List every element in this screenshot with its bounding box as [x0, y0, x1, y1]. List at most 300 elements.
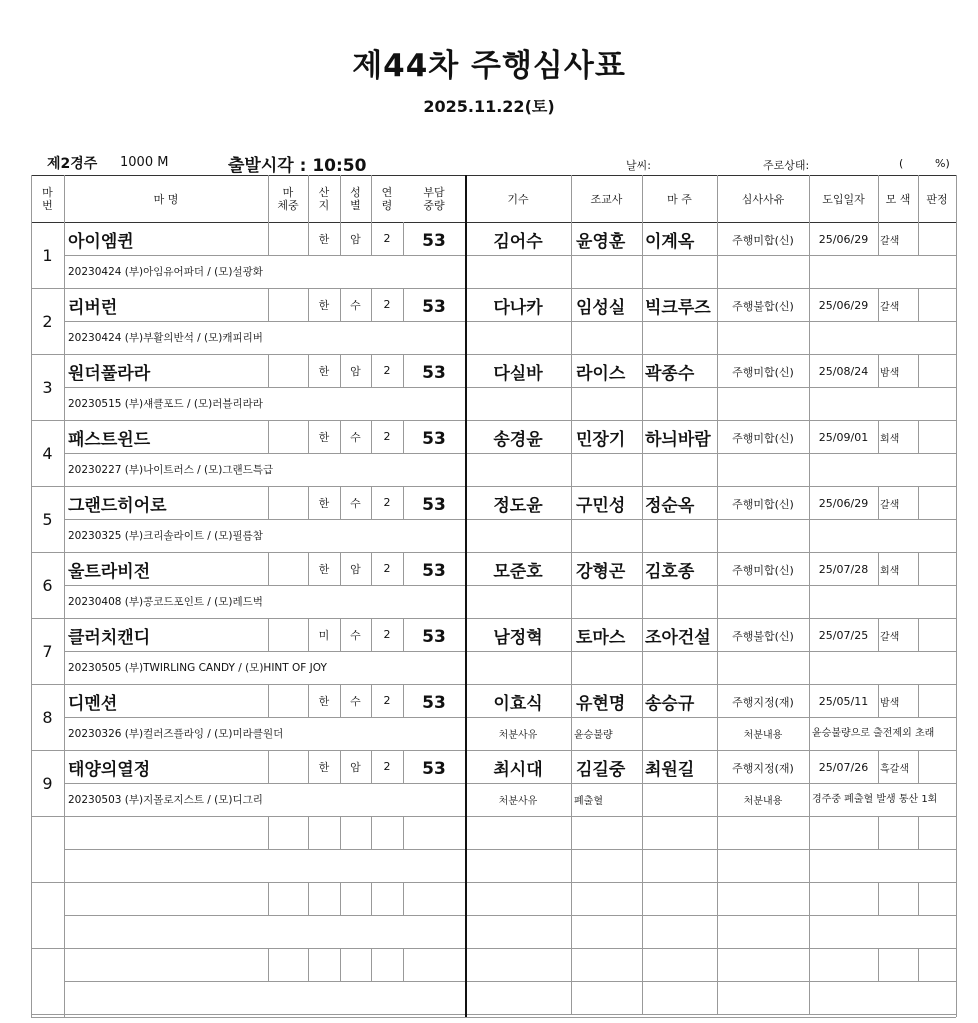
- table-rule: [717, 651, 718, 684]
- table-rule: [809, 387, 810, 420]
- owner-name: 하늬바람: [645, 430, 711, 450]
- table-rule: [809, 915, 810, 948]
- table-rule: [809, 618, 810, 651]
- burden-weight: 53: [422, 626, 446, 647]
- horse-age: 2: [383, 298, 391, 311]
- table-rule: [31, 750, 956, 751]
- table-rule: [642, 387, 643, 420]
- table-rule: [268, 552, 269, 585]
- horse-number: 9: [42, 773, 53, 793]
- table-rule: [642, 354, 643, 387]
- table-rule: [642, 684, 643, 717]
- table-rule: [340, 420, 341, 453]
- table-rule: [64, 255, 956, 256]
- table-rule: [809, 750, 810, 783]
- table-rule: [268, 882, 269, 915]
- table-rule: [31, 222, 956, 223]
- table-rule: [809, 222, 810, 255]
- table-rule: [268, 354, 269, 387]
- table-rule: [403, 882, 404, 915]
- table-rule: [308, 948, 309, 981]
- burden-weight: 53: [422, 758, 446, 779]
- header-burden-weight: 부담 중량: [423, 186, 445, 212]
- owner-name: 김호종: [645, 562, 695, 582]
- table-rule: [717, 783, 718, 816]
- table-rule: [571, 915, 572, 948]
- owner-name: 송승규: [645, 694, 695, 714]
- table-rule: [717, 849, 718, 882]
- trainer-name: 유현명: [576, 694, 626, 714]
- table-rule: [809, 552, 810, 585]
- horse-name: 패스트윈드: [68, 430, 151, 450]
- table-rule: [308, 552, 309, 585]
- table-rule: [64, 321, 956, 322]
- horse-sex: 수: [350, 694, 361, 708]
- coat-color: 흑갈색: [880, 764, 909, 775]
- horse-sex: 암: [350, 364, 361, 378]
- table-rule: [371, 882, 372, 915]
- table-rule: [809, 882, 810, 915]
- table-rule: [642, 288, 643, 321]
- table-rule: [268, 684, 269, 717]
- race-number: 제2경주: [47, 156, 98, 172]
- table-rule: [308, 981, 403, 982]
- table-rule: [717, 585, 718, 618]
- trainer-name: 민장기: [576, 430, 626, 450]
- table-rule: [717, 453, 718, 486]
- table-rule: [308, 387, 403, 388]
- review-reason: 주행미합(신): [732, 431, 794, 445]
- table-rule: [64, 717, 956, 718]
- table-rule: [268, 750, 269, 783]
- import-date: 25/09/01: [818, 431, 869, 444]
- coat-color: 밤색: [880, 698, 900, 709]
- table-rule: [340, 618, 341, 651]
- table-rule: [571, 486, 572, 519]
- review-reason: 주행불합(신): [732, 629, 794, 643]
- table-rule: [371, 354, 372, 387]
- review-reason: 주행미합(신): [732, 563, 794, 577]
- table-rule: [31, 354, 956, 355]
- horse-name: 리버런: [68, 298, 118, 318]
- table-rule: [642, 321, 643, 354]
- table-rule: [268, 288, 269, 321]
- table-rule: [717, 175, 718, 222]
- table-rule: [642, 585, 643, 618]
- table-rule: [31, 948, 956, 949]
- table-rule: [31, 288, 956, 289]
- coat-color: 갈색: [880, 236, 900, 247]
- table-rule: [268, 486, 269, 519]
- table-rule: [403, 750, 404, 783]
- table-rule: [571, 552, 572, 585]
- table-rule: [308, 915, 403, 916]
- header-import-date: 도입일자: [822, 192, 865, 206]
- table-rule: [403, 618, 404, 651]
- review-reason: 주행미합(신): [732, 365, 794, 379]
- horse-name: 디멘션: [68, 694, 118, 714]
- action-label: 처분내용: [743, 730, 783, 741]
- table-rule: [878, 175, 879, 222]
- table-rule: [268, 420, 269, 453]
- table-rule: [809, 585, 810, 618]
- table-rule: [403, 816, 404, 849]
- horse-age: 2: [383, 232, 391, 245]
- table-rule: [340, 684, 341, 717]
- table-rule: [642, 948, 643, 981]
- table-rule: [642, 552, 643, 585]
- table-rule: [918, 684, 919, 717]
- import-date: 25/08/24: [818, 365, 869, 378]
- table-rule: [918, 222, 919, 255]
- table-rule: [31, 684, 956, 685]
- owner-name: 이계옥: [645, 232, 695, 252]
- import-date: 25/07/25: [818, 629, 869, 642]
- table-rule: [371, 948, 372, 981]
- coat-color: 밤색: [880, 368, 900, 379]
- table-rule: [878, 288, 879, 321]
- burden-weight: 53: [422, 494, 446, 515]
- table-rule: [571, 255, 572, 288]
- horse-sex: 암: [350, 760, 361, 774]
- table-rule: [31, 1014, 956, 1015]
- header-horse-name: 마 명: [153, 192, 179, 206]
- table-rule: [308, 175, 309, 222]
- owner-name: 최원길: [645, 760, 695, 780]
- table-rule: [571, 948, 572, 981]
- table-rule: [642, 651, 643, 684]
- table-rule: [717, 618, 718, 651]
- table-rule: [642, 420, 643, 453]
- table-rule: [340, 175, 341, 222]
- table-rule: [308, 519, 403, 520]
- import-date: 25/06/29: [818, 497, 869, 510]
- table-rule: [31, 882, 956, 883]
- horse-age: 2: [383, 694, 391, 707]
- trainer-name: 구민성: [576, 496, 626, 516]
- table-rule: [308, 288, 309, 321]
- pedigree: 20230408 (부)콩코드포인트 / (모)레드벅: [68, 596, 263, 608]
- horse-age: 2: [383, 496, 391, 509]
- coat-color: 회색: [880, 566, 900, 577]
- table-rule: [642, 486, 643, 519]
- header-coat-color: 모 색: [885, 192, 911, 206]
- table-rule: [308, 255, 403, 256]
- table-rule: [340, 486, 341, 519]
- table-rule: [571, 783, 572, 816]
- table-rule: [642, 750, 643, 783]
- burden-weight: 53: [422, 296, 446, 317]
- start-time: 출발시각 : 10:50: [228, 156, 367, 176]
- table-rule: [571, 453, 572, 486]
- horse-sex: 수: [350, 430, 361, 444]
- jockey-name: 송경윤: [493, 430, 543, 450]
- table-rule: [809, 783, 810, 816]
- table-rule: [31, 552, 956, 553]
- table-rule: [809, 486, 810, 519]
- table-rule: [371, 486, 372, 519]
- horse-origin: 한: [318, 496, 330, 510]
- table-rule: [571, 387, 572, 420]
- track-condition-label: 주로상태:: [763, 159, 810, 172]
- burden-weight: 53: [422, 230, 446, 251]
- jockey-name: 다실바: [493, 364, 543, 384]
- table-rule: [878, 618, 879, 651]
- coat-color: 갈색: [880, 632, 900, 643]
- table-rule: [878, 750, 879, 783]
- table-rule: [340, 948, 341, 981]
- import-date: 25/06/29: [818, 233, 869, 246]
- table-rule: [268, 948, 269, 981]
- table-rule: [64, 849, 956, 850]
- table-rule: [571, 175, 572, 222]
- header-trainer: 조교사: [590, 192, 623, 206]
- penalty-reason: 폐출혈: [574, 796, 603, 807]
- table-rule: [308, 849, 403, 850]
- table-rule: [717, 717, 718, 750]
- table-rule: [571, 684, 572, 717]
- review-reason: 주행미합(신): [732, 497, 794, 511]
- burden-weight: 53: [422, 560, 446, 581]
- table-rule: [809, 651, 810, 684]
- trainer-name: 김길중: [576, 760, 626, 780]
- table-rule: [64, 453, 956, 454]
- horse-sex: 수: [350, 496, 361, 510]
- table-rule: [571, 816, 572, 849]
- horse-number: 5: [42, 509, 53, 529]
- table-rule: [64, 519, 956, 520]
- table-rule: [371, 175, 372, 222]
- table-rule: [64, 387, 956, 388]
- table-rule: [571, 981, 572, 1014]
- header-horse-no: 마 번: [42, 186, 53, 212]
- table-rule: [403, 222, 404, 255]
- table-rule: [268, 618, 269, 651]
- table-rule: [340, 288, 341, 321]
- table-rule: [31, 618, 956, 619]
- penalty-reason: 윤승불량: [574, 730, 613, 741]
- table-rule: [809, 948, 810, 981]
- race-distance: 1000 M: [120, 155, 169, 170]
- horse-origin: 한: [318, 694, 330, 708]
- table-rule: [308, 486, 309, 519]
- table-rule: [31, 420, 956, 421]
- jockey-name: 최시대: [493, 760, 543, 780]
- horse-age: 2: [383, 364, 391, 377]
- table-rule: [642, 519, 643, 552]
- horse-age: 2: [383, 760, 391, 773]
- table-rule: [809, 849, 810, 882]
- header-review-reason: 심사사유: [741, 192, 785, 206]
- table-rule: [717, 321, 718, 354]
- pedigree: 20230515 (부)섀클포드 / (모)러블리라라: [68, 398, 263, 410]
- review-reason: 주행미합(신): [732, 233, 794, 247]
- table-rule: [878, 816, 879, 849]
- horse-number: 2: [42, 311, 53, 331]
- coat-color: 회색: [880, 434, 900, 445]
- table-rule: [571, 354, 572, 387]
- table-rule: [642, 882, 643, 915]
- header-jockey: 기수: [507, 192, 529, 206]
- table-rule: [64, 585, 956, 586]
- header-verdict: 판정: [926, 192, 948, 206]
- horse-number: 8: [42, 707, 53, 727]
- table-rule: [571, 618, 572, 651]
- table-rule: [642, 175, 643, 222]
- table-rule: [268, 175, 269, 222]
- table-rule: [878, 222, 879, 255]
- table-rule: [64, 651, 956, 652]
- table-rule: [371, 816, 372, 849]
- trainer-name: 라이스: [576, 364, 626, 384]
- jockey-name: 다나카: [493, 298, 543, 318]
- table-rule: [642, 717, 643, 750]
- table-rule: [371, 420, 372, 453]
- owner-name: 곽종수: [645, 364, 695, 384]
- table-rule: [809, 321, 810, 354]
- horse-sex: 수: [350, 298, 361, 312]
- table-rule: [918, 175, 919, 222]
- table-rule: [308, 783, 403, 784]
- horse-name: 태양의열정: [68, 760, 151, 780]
- table-rule: [717, 387, 718, 420]
- header-owner: 마 주: [667, 192, 692, 206]
- table-rule: [340, 750, 341, 783]
- table-rule: [308, 684, 309, 717]
- table-rule: [371, 684, 372, 717]
- table-rule: [31, 175, 956, 176]
- burden-weight: 53: [422, 362, 446, 383]
- table-rule: [642, 453, 643, 486]
- table-rule: [809, 717, 810, 750]
- table-rule: [308, 882, 309, 915]
- table-rule: [308, 453, 403, 454]
- table-rule: [918, 288, 919, 321]
- pedigree: 20230503 (부)지몰로지스트 / (모)디그리: [68, 794, 263, 806]
- table-rule: [809, 684, 810, 717]
- table-rule: [717, 222, 718, 255]
- table-rule: [918, 486, 919, 519]
- table-rule: [642, 255, 643, 288]
- trainer-name: 토마스: [576, 628, 626, 648]
- horse-name: 울트라비전: [68, 562, 151, 582]
- table-rule: [717, 915, 718, 948]
- horse-age: 2: [383, 430, 391, 443]
- table-rule: [717, 816, 718, 849]
- review-reason: 주행불합(신): [732, 299, 794, 313]
- trainer-name: 임성실: [576, 298, 626, 318]
- jockey-name: 이효식: [493, 694, 543, 714]
- jockey-name: 김어수: [493, 232, 543, 252]
- table-rule: [571, 651, 572, 684]
- table-rule: [31, 816, 956, 817]
- horse-name: 원더풀라라: [68, 364, 151, 384]
- table-rule: [809, 816, 810, 849]
- table-rule: [878, 552, 879, 585]
- penalty-label: 처분사유: [498, 730, 538, 741]
- table-rule: [308, 354, 309, 387]
- table-rule: [918, 552, 919, 585]
- table-rule: [918, 354, 919, 387]
- table-rule: [371, 552, 372, 585]
- horse-name: 아이엠퀸: [68, 232, 134, 252]
- table-rule: [642, 816, 643, 849]
- pedigree: 20230424 (부)부활의반석 / (모)캐피리버: [68, 332, 263, 344]
- table-rule: [642, 981, 643, 1014]
- table-rule: [340, 552, 341, 585]
- action-label: 처분내용: [743, 796, 783, 807]
- table-rule: [809, 519, 810, 552]
- horse-origin: 한: [318, 430, 330, 444]
- race-date: 2025.11.22(토): [423, 97, 555, 116]
- table-rule: [878, 948, 879, 981]
- horse-sex: 암: [350, 232, 361, 246]
- table-rule: [308, 585, 403, 586]
- table-rule: [340, 882, 341, 915]
- review-reason: 주행지정(재): [732, 761, 794, 775]
- owner-name: 조아건설: [645, 628, 711, 648]
- pedigree: 20230325 (부)크리솔라이트 / (모)필름참: [68, 530, 263, 542]
- horse-age: 2: [383, 628, 391, 641]
- page-title: 제44차 주행심사표: [352, 48, 626, 84]
- table-rule: [268, 222, 269, 255]
- header-body-weight: 마 체중: [277, 186, 299, 212]
- table-rule: [642, 849, 643, 882]
- table-rule: [717, 519, 718, 552]
- horse-origin: 한: [318, 298, 330, 312]
- owner-name: 정순옥: [645, 496, 695, 516]
- moisture-close: %): [935, 157, 950, 170]
- table-rule: [571, 288, 572, 321]
- table-rule: [717, 882, 718, 915]
- moisture-open: (: [899, 157, 904, 170]
- table-rule: [308, 618, 309, 651]
- table-rule: [918, 618, 919, 651]
- table-rule: [571, 882, 572, 915]
- table-rule: [918, 948, 919, 981]
- table-rule: [31, 1017, 956, 1018]
- table-rule: [340, 222, 341, 255]
- header-age: 연 령: [381, 186, 393, 212]
- table-rule: [571, 585, 572, 618]
- table-rule: [64, 783, 956, 784]
- horse-origin: 한: [318, 760, 330, 774]
- table-rule: [717, 288, 718, 321]
- trainer-name: 강형곤: [576, 562, 626, 582]
- jockey-name: 남정혁: [493, 628, 543, 648]
- table-rule: [571, 321, 572, 354]
- table-rule: [571, 222, 572, 255]
- table-rule: [809, 420, 810, 453]
- table-rule: [371, 618, 372, 651]
- header-sex: 성 별: [350, 186, 361, 212]
- table-rule: [809, 255, 810, 288]
- header-origin: 산 지: [318, 186, 330, 212]
- action-detail: 경주중 폐출혈 발생 통산 1회: [812, 794, 938, 805]
- table-rule: [31, 486, 956, 487]
- weather-label: 날씨:: [626, 159, 651, 172]
- table-rule: [918, 882, 919, 915]
- table-rule: [403, 354, 404, 387]
- table-rule: [642, 222, 643, 255]
- table-rule: [308, 651, 403, 652]
- horse-origin: 한: [318, 562, 330, 576]
- table-rule: [308, 717, 403, 718]
- table-rule: [571, 420, 572, 453]
- horse-number: 3: [42, 377, 53, 397]
- table-rule: [308, 321, 403, 322]
- table-rule: [308, 420, 309, 453]
